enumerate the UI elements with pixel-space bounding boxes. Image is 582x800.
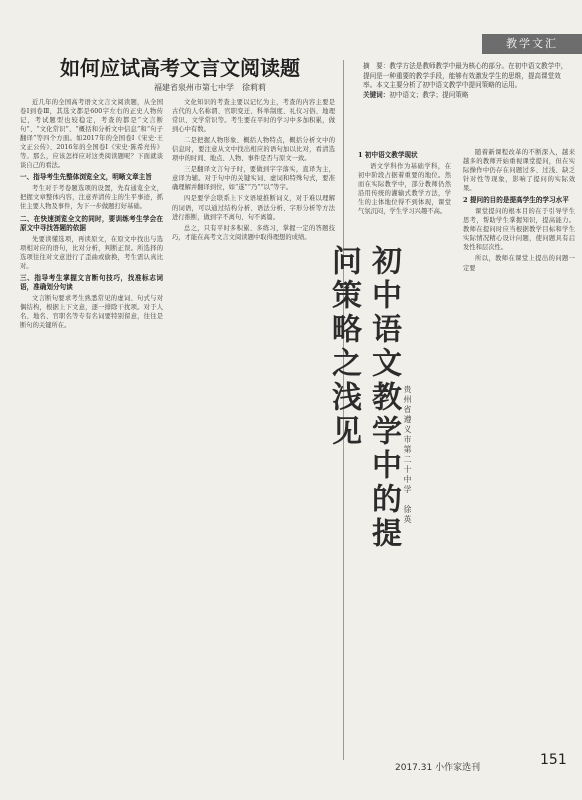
section-heading-3: 三、指导考生掌握文言断句技巧，找准标志词语，准确划分句读	[20, 273, 163, 291]
journal-footer: 2017.31 小作家选刊	[395, 763, 481, 773]
article-byline-left: 福建省泉州市第七中学 徐莉莉	[154, 83, 266, 92]
article-title-right: 初中语文教学中的提问策略之浅见	[326, 245, 401, 551]
body-paragraph: 语文学科作为基础学科，在初中阶段占据着重要的地位。然而在实际教学中，部分教师仍然沿用传统的灌输式教学方法，学生的主体地位得不到体现，课堂气氛沉闷，学生学习兴趣不高。	[358, 163, 451, 216]
section-heading-r1: 1 初中语文教学现状	[358, 151, 418, 159]
keywords-line	[363, 91, 573, 101]
body-paragraph: 二是把握人物形象、概括人物特点，概括分析文中的信息时，要注意从文中找出相应的语句加以比对，看清选项中的时间、地点、人物、事件是否与原文一致。	[172, 137, 335, 163]
right-article-abstract	[363, 62, 573, 142]
body-paragraph: 随着新课程改革的不断深入，越来越多的教师开始重视课堂提问，但在实际操作中仍存在问题过多、过浅、缺乏针对性等现象，影响了提问的实际效果。	[463, 149, 575, 193]
section-tab: 教学文汇	[482, 34, 582, 54]
article-author-right: 贵州省遵义市第二十中学 徐英	[403, 385, 412, 525]
left-article-column-2	[172, 98, 335, 758]
body-paragraph: 所以，教师在课堂上提出的问题一定要	[463, 255, 575, 272]
left-article-column-1	[20, 98, 163, 713]
body-paragraph: 文言断句要求考生熟悉常见的虚词、句式与对偶结构，根据上下文意，逐一排除干扰项。对于人名、地名、官职名等专有名词要特别留意，往往是断句的关键所在。	[20, 294, 163, 329]
abstract-text: 摘 要：教学方法是教师教学中最为核心的部分。在初中语文教学中，提问是一种重要的教学手段，能够有效激发学生的思维，提高课堂效率。本文主要分析了初中语文教学中提问策略的运用。	[363, 62, 568, 90]
section-heading-2: 二、在快速浏览全文的同时，要训练考生学会在原文中寻找答题的依据	[20, 214, 163, 232]
body-paragraph: 先要读懂选项，再读原文，在原文中找出与选项相对应的语句，比对分析，判断正误。所选择的选项往往对文意进行了歪曲或偷换，考生需认真比对。	[20, 235, 163, 270]
intro-paragraph: 近几年的全国高考语文文言文阅读题，从全国卷Ⅰ到卷Ⅲ，其选文都是600字左右的正史人物传记，考试题型也较稳定，考查的都是“文言断句”、“文化常识”、“概括和分析文中信息”和“句子翻译”等四个方面。如2017年的全国卷Ⅰ《宋史·王文正公传》、2016年的全国卷Ⅰ《宋史·陈希亮传》等。那么，应该怎样应对这类阅读题呢？下面就谈谈自己的看法。	[20, 99, 163, 170]
keywords-label: 关键词：	[363, 90, 390, 99]
body-paragraph: 课堂提问的根本目的在于引导学生思考，帮助学生掌握知识，提高能力。教师在提问时应当根据教学目标和学生实际情况精心设计问题，使问题具有启发性和层次性。	[463, 208, 575, 252]
body-paragraph: 总之，只有平时多积累、多练习，掌握一定的答题技巧，才能在高考文言文阅读题中取得理想的成绩。	[172, 224, 335, 241]
body-paragraph: 考生对于考卷题选项的设置，先有通览全文，把握文章整体内容，注意弄清传主的生平事迹，抓住主要人物及事件，为下一步做题打好基础。	[20, 185, 163, 211]
keywords-value: 初中语文；教学；提问策略	[389, 90, 469, 99]
article-title-left: 如何应试高考文言文阅读题	[60, 56, 300, 80]
right-article-column-2	[463, 148, 575, 723]
body-paragraph: 文化知识的考查主要以记忆为主，考查的内容主要是古代的人名称谓、官职变迁、科举制度、礼仪习俗、地理常识、文学常识等。考生要在平时的学习中多加积累，做到心中有数。	[172, 99, 335, 134]
body-paragraph: 三是翻译文言句子时，要做到字字落实，直译为主，意译为辅。对于句中的关键实词、虚词和特殊句式，要准确理解并翻译到位，如“遂”“乃”“以”等字。	[172, 166, 335, 192]
section-heading-r2: 2 提问的目的是提高学生的学习水平	[463, 196, 569, 205]
page-number: 151	[540, 752, 567, 768]
body-paragraph: 四是要学会联系上下文语境推断词义，对于难以理解的词语，可以通过结构分析、语法分析、字形分析等方法进行推断，做到字不离句、句不离篇。	[172, 195, 335, 221]
section-heading-1: 一、指导考生先整体浏览全文，明晰文章主旨	[20, 173, 152, 182]
